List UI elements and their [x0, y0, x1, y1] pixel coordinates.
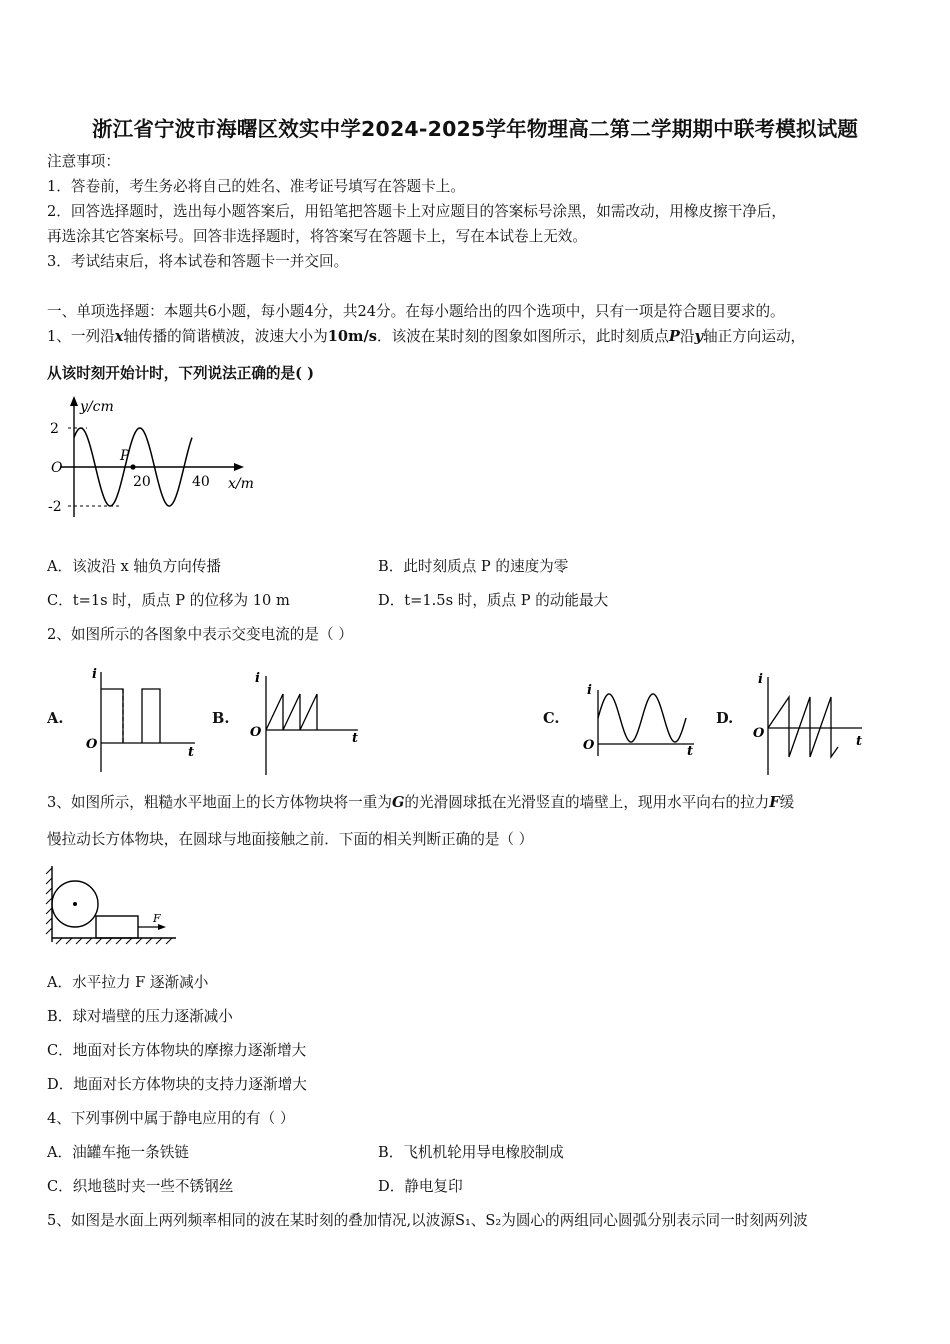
force-label: F: [153, 912, 161, 925]
q3-option-b[interactable]: B．球对墙壁的压力逐渐减小: [47, 1008, 233, 1025]
notice-item: 再选涂其它答案标号。回答非选择题时，将答案写在答题卡上，写在本试卷上无效。: [47, 228, 587, 245]
point-p-label: P: [120, 448, 130, 464]
q1-option-d[interactable]: D．t=1.5s 时，质点 P 的动能最大: [378, 592, 609, 609]
q3-option-a[interactable]: A．水平拉力 F 逐渐减小: [47, 974, 209, 991]
q2-graph-c: [580, 678, 700, 758]
q4-option-c[interactable]: C．织地毯时夹一些不锈钢丝: [47, 1178, 234, 1195]
q1-stem-line1: 1、一列沿x轴传播的简谐横波，波速大小为10m/s．该波在某时刻的图象如图所示，此时刻质点P沿y轴正方向运动，: [47, 328, 806, 345]
origin-label: O: [51, 460, 63, 476]
q2-option-c-label[interactable]: C.: [543, 710, 560, 727]
q3-ball-block-diagram: [44, 862, 184, 948]
q4-option-a[interactable]: A．油罐车拖一条铁链: [47, 1144, 189, 1161]
q4-option-d[interactable]: D．静电复印: [378, 1178, 463, 1195]
q5-stem: 5、如图是水面上两列频率相同的波在某时刻的叠加情况,以波源S₁、S₂为圆心的两组同心圆弧分别表示同一时刻两列波: [47, 1212, 808, 1229]
notice-item: 3．考试结束后，将本试卷和答题卡一并交回。: [47, 253, 349, 270]
q3-option-d[interactable]: D．地面对长方体物块的支持力逐渐增大: [47, 1076, 307, 1093]
t-axis-label: t: [687, 744, 694, 758]
origin-label: O: [250, 725, 262, 740]
q2-option-a-label[interactable]: A.: [47, 710, 64, 727]
y-tick-label: 2: [50, 421, 59, 437]
y-tick-label: -2: [48, 499, 62, 515]
notice-item: 2．回答选择题时，选出每小题答案后，用铅笔把答题卡上对应题目的答案标号涂黑，如需改动，用橡皮擦干净后，: [47, 203, 786, 220]
x-tick-label: 40: [192, 474, 210, 490]
q3-stem-line2: 慢拉动长方体物块，在圆球与地面接触之前．下面的相关判断正确的是（ ）: [47, 831, 534, 848]
q4-option-b[interactable]: B．飞机机轮用导电橡胶制成: [378, 1144, 564, 1161]
x-axis-label: x/m: [228, 476, 254, 492]
x-tick-label: 20: [133, 474, 151, 490]
q2-graph-a: [80, 662, 200, 777]
origin-label: O: [753, 726, 765, 741]
i-axis-label: i: [255, 671, 260, 686]
q2-option-d-label[interactable]: D.: [716, 710, 734, 727]
q1-stem-line2: 从该时刻开始计时，下列说法正确的是( ): [47, 365, 314, 382]
t-axis-label: t: [856, 734, 863, 749]
notice-heading: 注意事项：: [47, 153, 120, 170]
q1-option-b[interactable]: B．此时刻质点 P 的速度为零: [378, 558, 569, 575]
i-axis-label: i: [587, 683, 592, 698]
q1-wave-graph: [40, 392, 270, 522]
q1-option-a[interactable]: A．该波沿 x 轴负方向传播: [47, 558, 221, 575]
q4-stem: 4、下列事例中属于静电应用的有（ ）: [47, 1110, 295, 1127]
q2-graph-d: [750, 665, 870, 777]
y-axis-label: y/cm: [80, 399, 114, 415]
t-axis-label: t: [352, 731, 359, 746]
q1-option-c[interactable]: C．t=1s 时，质点 P 的位移为 10 m: [47, 592, 290, 609]
notice-item: 1．答卷前，考生务必将自己的姓名、准考证号填写在答题卡上。: [47, 178, 465, 195]
q2-graph-b: [246, 662, 366, 777]
origin-label: O: [86, 737, 98, 752]
section-heading: 一、单项选择题：本题共6小题，每小题4分，共24分。在每小题给出的四个选项中，只有一项是符合题目要求的。: [47, 303, 785, 320]
q3-stem-line1: 3、如图所示，粗糙水平地面上的长方体物块将一重为G的光滑圆球抵在光滑竖直的墙壁上，现用水平向右的拉力F缓: [47, 794, 795, 811]
q2-option-b-label[interactable]: B.: [212, 710, 230, 727]
point-p-marker: [130, 464, 135, 469]
q3-option-c[interactable]: C．地面对长方体物块的摩擦力逐渐增大: [47, 1042, 307, 1059]
i-axis-label: i: [758, 672, 763, 687]
q2-stem: 2、如图所示的各图象中表示交变电流的是（ ）: [47, 626, 353, 643]
block: [96, 916, 138, 938]
origin-label: O: [583, 738, 595, 753]
t-axis-label: t: [188, 745, 195, 760]
i-axis-label: i: [92, 667, 97, 682]
page-title: 浙江省宁波市海曙区效实中学2024-2025学年物理高二第二学期期中联考模拟试题: [91, 117, 859, 141]
